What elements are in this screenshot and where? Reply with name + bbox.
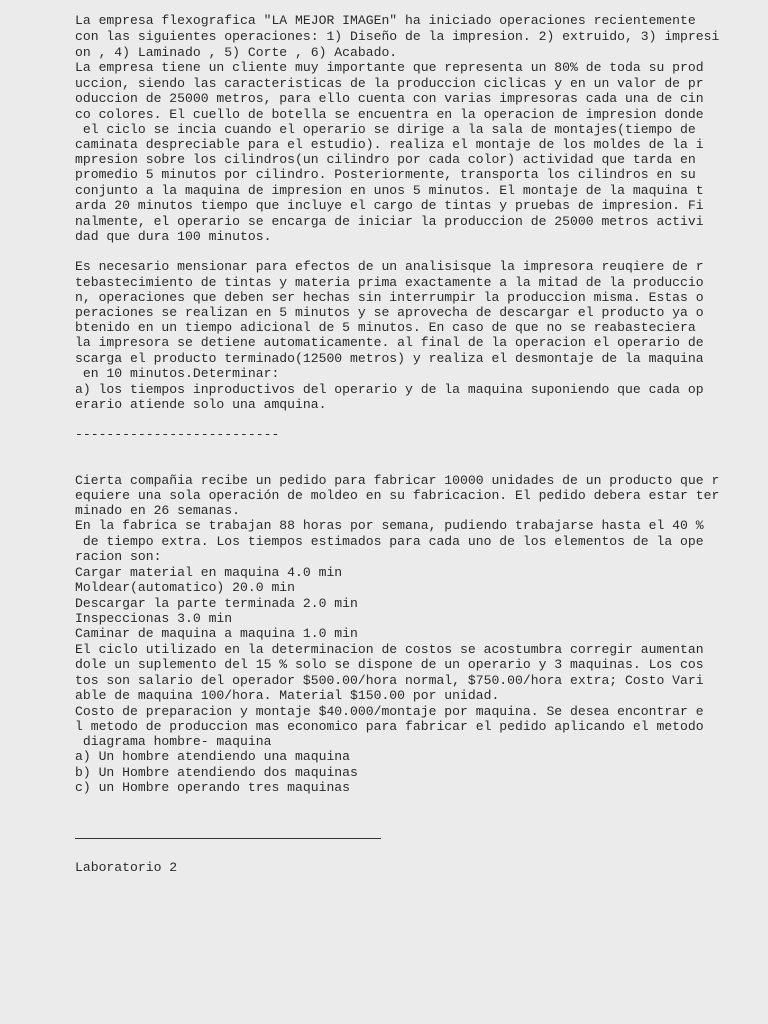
text-line: promedio 5 minutos por cilindro. Posteriormente, transporta los cilindros en su xyxy=(75,167,696,182)
text-line: de tiempo extra. Los tiempos estimados para cada uno de los elementos de la ope xyxy=(75,534,704,549)
text-line: able de maquina 100/hora. Material $150.00 por unidad. xyxy=(75,688,500,703)
horizontal-rule xyxy=(75,838,381,839)
text-line: a) los tiempos inproductivos del operario y de la maquina suponiendo que cada op xyxy=(75,382,704,397)
text-line: erario atiende solo una amquina. xyxy=(75,397,327,412)
text-line: con las siguientes operaciones: 1) Diseño de la impresion. 2) extruido, 3) impresi xyxy=(75,29,720,44)
text-line: peraciones se realizan en 5 minutos y se aprovecha de descargar el producto ya o xyxy=(75,305,704,320)
dashed-separator: -------------------------- xyxy=(75,427,280,442)
text-line: Cierta compañia recibe un pedido para fabricar 10000 unidades de un producto que r xyxy=(75,473,720,488)
text-line: el ciclo se incia cuando el operario se dirige a la sala de montajes(tiempo de xyxy=(75,122,696,137)
text-line: dole un suplemento del 15 % solo se dispone de un operario y 3 maquinas. Los cos xyxy=(75,657,704,672)
text-line: Inspeccionas 3.0 min xyxy=(75,611,233,626)
text-line: Moldear(automatico) 20.0 min xyxy=(75,580,296,595)
text-line: Descargar la parte terminada 2.0 min xyxy=(75,596,358,611)
text-line: arda 20 minutos tiempo que incluye el cargo de tintas y pruebas de impresion. Fi xyxy=(75,198,704,213)
text-line: a) Un hombre atendiendo una maquina xyxy=(75,749,351,764)
text-line: dad que dura 100 minutos. xyxy=(75,229,272,244)
text-line: Es necesario mensionar para efectos de un analisisque la impresora reuqiere de r xyxy=(75,259,704,274)
text-line: conjunto a la maquina de impresion en unos 5 minutos. El montaje de la maquina t xyxy=(75,183,704,198)
text-line: El ciclo utilizado en la determinacion de costos se acostumbra corregir aumentan xyxy=(75,642,704,657)
text-line: mpresion sobre los cilindros(un cilindro por cada color) actividad que tarda en xyxy=(75,152,696,167)
text-line: Costo de preparacion y montaje $40.000/montaje por maquina. Se desea encontrar e xyxy=(75,704,704,719)
text-line: tos son salario del operador $500.00/hora normal, $750.00/hora extra; Costo Vari xyxy=(75,673,704,688)
text-line: En la fabrica se trabajan 88 horas por semana, pudiendo trabajarse hasta el 40 % xyxy=(75,518,704,533)
text-line: racion son: xyxy=(75,549,162,564)
text-line: Caminar de maquina a maquina 1.0 min xyxy=(75,626,358,641)
text-line: on , 4) Laminado , 5) Corte , 6) Acabado. xyxy=(75,45,398,60)
text-line: La empresa tiene un cliente muy importante que representa un 80% de toda su prod xyxy=(75,60,704,75)
text-line: en 10 minutos.Determinar: xyxy=(75,366,280,381)
text-line: b) Un Hombre atendiendo dos maquinas xyxy=(75,765,358,780)
text-line: uccion, siendo las caracteristicas de la produccion ciclicas y en un valor de pr xyxy=(75,76,704,91)
text-line: co colores. El cuello de botella se encuentra en la operacion de impresion donde xyxy=(75,107,704,122)
text-line: diagrama hombre- maquina xyxy=(75,734,272,749)
text-line: tebastecimiento de tintas y materia prima exactamente a la mitad de la produccio xyxy=(75,275,704,290)
text-line: nalmente, el operario se encarga de iniciar la produccion de 25000 metros activi xyxy=(75,214,704,229)
text-line: scarga el producto terminado(12500 metros) y realiza el desmontaje de la maquina xyxy=(75,351,704,366)
text-line: n, operaciones que deben ser hechas sin interrumpir la produccion misma. Estas o xyxy=(75,290,704,305)
text-line: caminata despreciable para el estudio). realiza el montaje de los moldes de la i xyxy=(75,137,704,152)
text-line: btenido en un tiempo adicional de 5 minutos. En caso de que no se reabasteciera xyxy=(75,320,696,335)
text-line: c) un Hombre operando tres maquinas xyxy=(75,780,351,795)
text-line: Cargar material en maquina 4.0 min xyxy=(75,565,343,580)
section-heading: Laboratorio 2 xyxy=(75,860,178,875)
text-line: La empresa flexografica "LA MEJOR IMAGEn" ha iniciado operaciones recientemente xyxy=(75,13,696,28)
text-line: equiere una sola operación de moldeo en su fabricacion. El pedido debera estar ter xyxy=(75,488,720,503)
text-line: la impresora se detiene automaticamente. al final de la operacion el operario de xyxy=(75,335,704,350)
text-line: l metodo de produccion mas economico para fabricar el pedido aplicando el metodo xyxy=(75,719,704,734)
text-line: oduccion de 25000 metros, para ello cuenta con varias impresoras cada una de cin xyxy=(75,91,704,106)
text-line: minado en 26 semanas. xyxy=(75,503,241,518)
